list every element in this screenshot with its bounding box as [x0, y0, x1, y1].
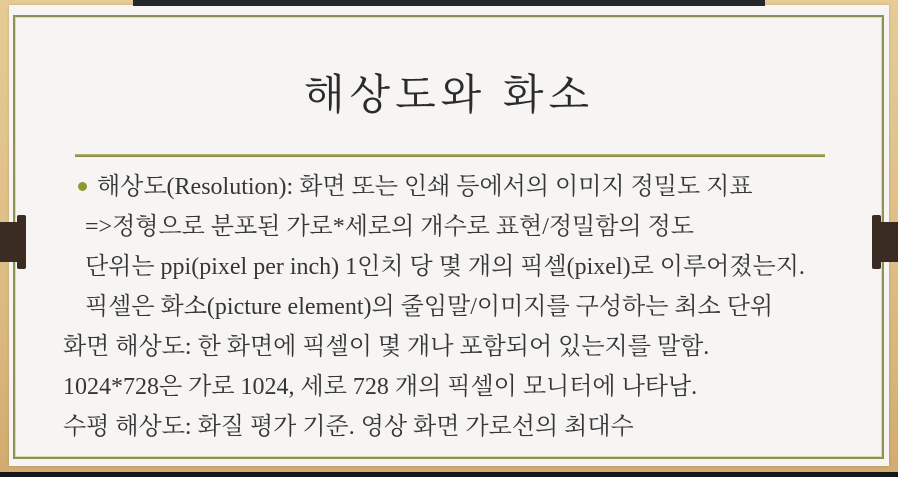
right-reel-tab-flange [872, 215, 881, 269]
body-line-text: 1024*728은 가로 1024, 세로 728 개의 픽셀이 모니터에 나타남. [63, 374, 698, 400]
body-line-text: =>정형으로 분포된 가로*세로의 개수로 표현/정밀함의 정도 [85, 214, 694, 240]
right-reel-tab-icon [872, 215, 898, 269]
body-line-text: 화면 해상도: 한 화면에 픽셀이 몇 개나 포함되어 있는지를 말함. [63, 334, 710, 360]
body-line [48, 207, 860, 247]
left-reel-tab-icon [0, 215, 26, 269]
body-line [48, 367, 860, 407]
body-line-text: 해상도(Resolution): 화면 또는 인쇄 등에서의 이미지 정밀도 지표 [97, 174, 753, 200]
title-divider [75, 154, 825, 157]
body-line-text: 수평 해상도: 화질 평가 기준. 영상 화면 가로선의 최대수 [63, 414, 634, 440]
right-reel-tab-body [879, 222, 898, 262]
body-line [48, 287, 860, 327]
left-reel-tab-flange [17, 215, 26, 269]
body-line [48, 327, 860, 367]
letterbox-top-bar [133, 0, 765, 6]
slide-title: 해상도와 화소 [303, 71, 595, 118]
slide-body [48, 167, 860, 447]
bullet-icon [78, 182, 87, 191]
body-line [48, 167, 860, 207]
body-line-text: 단위는 ppi(pixel per inch) 1인치 당 몇 개의 픽셀(pixel)로 이루어졌는지. [85, 254, 805, 280]
body-line [48, 247, 860, 287]
letterbox-bottom-bar [0, 472, 898, 477]
body-line [48, 407, 860, 447]
body-line-text: 픽셀은 화소(picture element)의 줄임말/이미지를 구성하는 최소 단위 [85, 294, 774, 320]
